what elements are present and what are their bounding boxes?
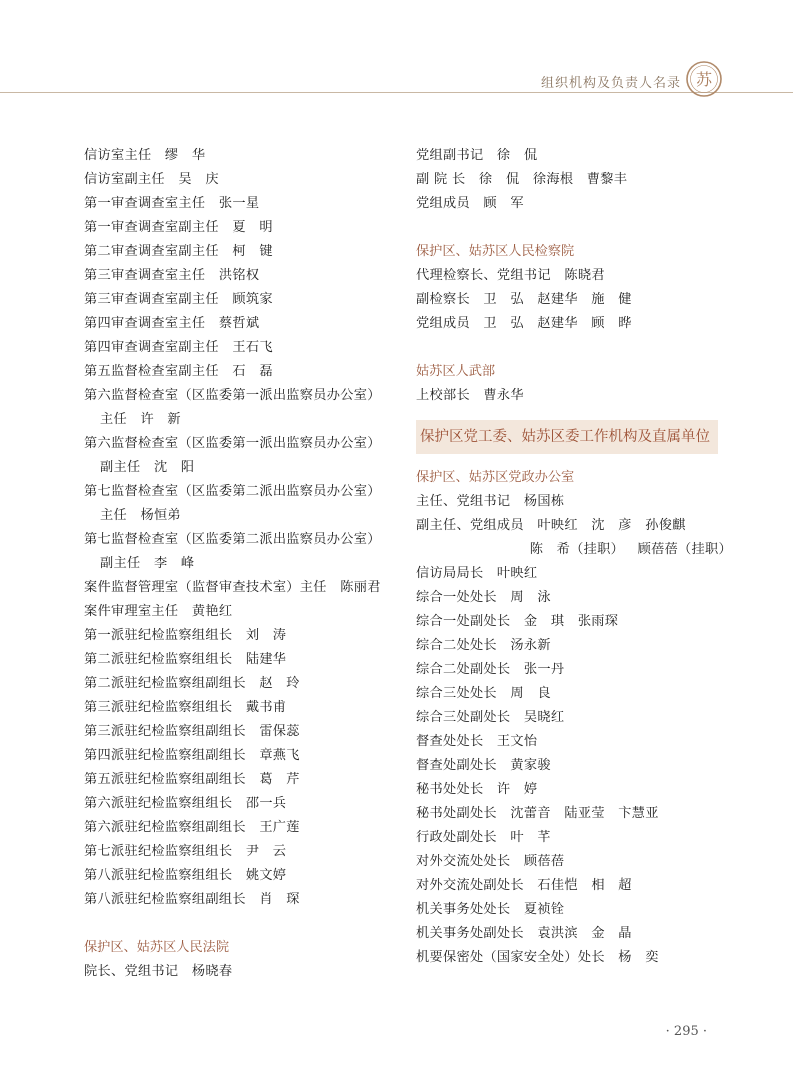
entry-line: 党组副书记 徐 侃 (416, 148, 538, 163)
entry-line: 案件监督管理室（监督审查技术室）主任 陈丽君 (84, 580, 381, 595)
entry-line: 第四审查调查室副主任 王石飞 (84, 340, 273, 355)
entry-line: 主任、党组书记 杨国栋 (416, 494, 565, 509)
entry-line: 信访局局长 叶映红 (416, 566, 538, 581)
spacer (416, 336, 756, 360)
spacer (416, 454, 756, 466)
entry-line: 第七监督检查室（区监委第二派出监察员办公室） (84, 484, 381, 499)
entry-line: 副主任 沈 阳 (100, 460, 195, 475)
entry-line: 院长、党组书记 杨晓春 (84, 964, 233, 979)
entry-line: 秘书处处长 许 婷 (416, 782, 538, 797)
entry-line: 副主任、党组成员 叶映红 沈 彦 孙俊麒 (416, 518, 686, 533)
entry-line: 代理检察长、党组书记 陈晓君 (416, 268, 605, 283)
entry-line: 第四审查调查室主任 蔡哲斌 (84, 316, 260, 331)
entry-line: 第一审查调查室主任 张一星 (84, 196, 260, 211)
entry-line: 综合一处副处长 金 琪 张雨琛 (416, 614, 619, 629)
entry-line: 秘书处副处长 沈蕾音 陆亚莹 卞慧亚 (416, 806, 659, 821)
entry-line: 信访室副主任 吴 庆 (84, 172, 219, 187)
entry-line: 第六监督检查室（区监委第一派出监察员办公室） (84, 436, 381, 451)
entry-line: 第七监督检查室（区监委第二派出监察员办公室） (84, 532, 381, 547)
entry-line: 第六监督检查室（区监委第一派出监察员办公室） (84, 388, 381, 403)
entry-line: 综合三处处长 周 良 (416, 686, 551, 701)
entry-line: 副 院 长 徐 侃 徐海根 曹黎丰 (416, 172, 628, 187)
entry-line: 主任 许 新 (100, 412, 181, 427)
entry-line: 副检察长 卫 弘 赵建华 施 健 (416, 292, 632, 307)
entry-line: 第三派驻纪检监察组副组长 雷保蕊 (84, 724, 300, 739)
entry-line: 党组成员 卫 弘 赵建华 顾 晔 (416, 316, 632, 331)
entry-line: 第八派驻纪检监察组组长 姚文婷 (84, 868, 287, 883)
spacer (416, 408, 756, 420)
left-column (84, 144, 400, 984)
entry-line: 第三审查调查室副主任 顾筑家 (84, 292, 273, 307)
entry-line: 案件审理室主任 黄艳红 (84, 604, 233, 619)
entry-line: 第二审查调查室副主任 柯 键 (84, 244, 273, 259)
entry-line: 第一派驻纪检监察组组长 刘 涛 (84, 628, 287, 643)
entry-line: 综合二处处长 汤永新 (416, 638, 551, 653)
entry-line: 第四派驻纪检监察组副组长 章燕飞 (84, 748, 300, 763)
entry-line: 综合二处副处长 张一丹 (416, 662, 565, 677)
major-heading: 保护区党工委、姑苏区委工作机构及直属单位 (416, 420, 718, 454)
seal-logo-icon (685, 60, 723, 98)
page-number: · 295 · (665, 1024, 707, 1039)
entry-line: 副主任 李 峰 (100, 556, 195, 571)
entry-line: 陈 希（挂职） 顾蓓蓓（挂职） (529, 542, 732, 557)
entry-line: 综合三处副处长 吴晓红 (416, 710, 565, 725)
entry-line: 第七派驻纪检监察组组长 尹 云 (84, 844, 287, 859)
entry-line: 第一审查调查室副主任 夏 明 (84, 220, 273, 235)
entry-line: 综合一处处长 周 泳 (416, 590, 551, 605)
section-heading: 保护区、姑苏区人民检察院 (416, 244, 575, 259)
svg-text:苏: 苏 (695, 70, 713, 89)
entry-line: 行政处副处长 叶 芊 (416, 830, 551, 845)
entry-line: 第三派驻纪检监察组组长 戴书甫 (84, 700, 287, 715)
header-rule (0, 92, 793, 93)
entry-line: 党组成员 顾 军 (416, 196, 524, 211)
entry-line: 上校部长 曹永华 (416, 388, 524, 403)
entry-line: 第六派驻纪检监察组副组长 王广莲 (84, 820, 300, 835)
entry-line: 第三审查调查室主任 洪铭权 (84, 268, 260, 283)
running-header-title: 组织机构及负责人名录 (540, 76, 681, 91)
section-heading: 保护区、姑苏区党政办公室 (416, 470, 575, 485)
section-heading: 保护区、姑苏区人民法院 (84, 940, 230, 955)
entry-line: 第五派驻纪检监察组副组长 葛 芹 (84, 772, 300, 787)
entry-line: 第八派驻纪检监察组副组长 肖 琛 (84, 892, 300, 907)
entry-line: 机关事务处副处长 袁洪滨 金 晶 (416, 926, 632, 941)
entry-line: 对外交流处处长 顾蓓蓓 (416, 854, 565, 869)
entry-line: 主任 杨恒弟 (100, 508, 181, 523)
entry-line: 信访室主任 缪 华 (84, 148, 206, 163)
entry-line: 对外交流处副处长 石佳恺 相 超 (416, 878, 632, 893)
entry-line: 督查处副处长 黄家骏 (416, 758, 551, 773)
entry-line: 督查处处长 王文怡 (416, 734, 538, 749)
right-column (416, 144, 756, 970)
entry-line: 机关事务处处长 夏祯铨 (416, 902, 565, 917)
section-heading: 姑苏区人武部 (416, 364, 496, 379)
entry-line: 第二派驻纪检监察组组长 陆建华 (84, 652, 287, 667)
entry-line: 机要保密处（国家安全处）处长 杨 奕 (416, 950, 659, 965)
entry-line: 第六派驻纪检监察组组长 邵一兵 (84, 796, 287, 811)
entry-line: 第五监督检查室副主任 石 磊 (84, 364, 273, 379)
spacer (416, 216, 756, 240)
entry-line: 第二派驻纪检监察组副组长 赵 玲 (84, 676, 300, 691)
spacer (84, 912, 400, 936)
